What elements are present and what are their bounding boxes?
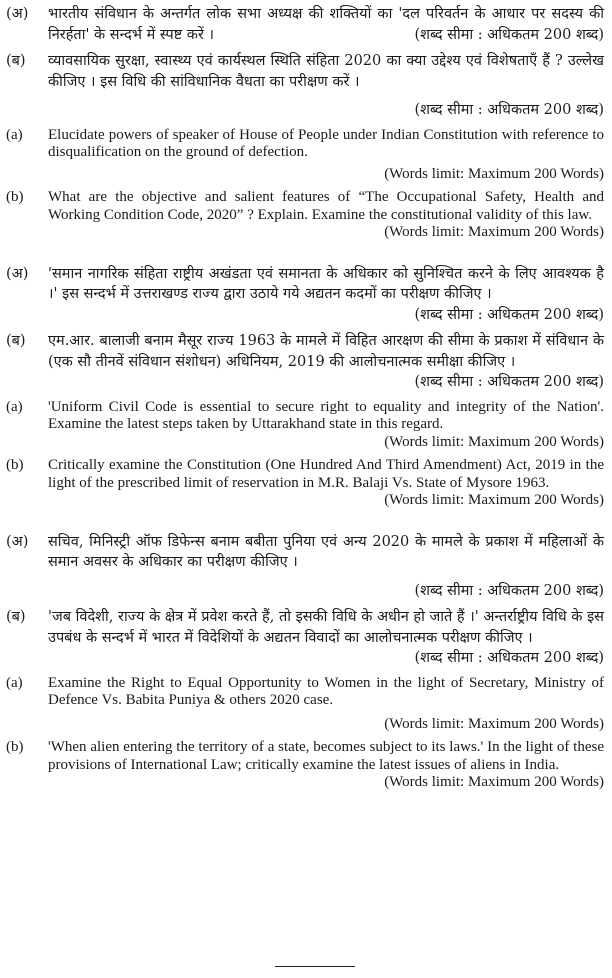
question-text: एम.आर. बालाजी बनाम मैसूर राज्य 1963 के मामले में विहित आरक्षण की सीमा के प्रकाश में संविधान के (एक सौ तीनवें संविधान संशोधन) अधिनियम, 2019 की आलोचनात्मक समीक्षा कीजिए । <box>48 333 604 370</box>
question-label: (अ) <box>6 265 29 282</box>
question-3-english-b <box>6 739 604 792</box>
end-divider <box>275 966 355 967</box>
question-1-english-b <box>6 189 604 242</box>
question-2-english-a <box>6 399 604 452</box>
question-text: 'समान नागरिक संहिता राष्ट्रीय अखंडता एवं समानता के अधिकार को सुनिश्चित करने के लिए आवश्यक है ।' इस सन्दर्भ में उत्तराखण्ड राज्य द्वारा उठाये गये अद्यतन कदमों का परीक्षण कीजिए । <box>48 265 604 302</box>
question-3-hindi-a <box>6 532 604 573</box>
question-1-hindi-a <box>6 4 604 45</box>
question-label: (a) <box>6 674 23 691</box>
question-text: 'When alien entering the territory of a state, becomes subject to its laws.' In the light of these provisions of International Law; critically examine the latest issues of aliens in India. <box>48 739 604 773</box>
question-3-english-a <box>6 675 604 710</box>
question-1-hindi-b <box>6 51 604 92</box>
word-limit: (शब्द सीमा : अधिकतम 200 शब्द) <box>414 306 604 323</box>
question-text: Examine the Right to Equal Opportunity to Women in the light of Secretary, Ministry of Defence Vs. Babita Puniya & others 2020 case. <box>48 674 604 708</box>
word-limit: (Words limit: Maximum 200 Words) <box>384 774 604 790</box>
word-limit: (शब्द सीमा : अधिकतम 200 शब्द) <box>414 26 604 43</box>
word-limit: (शब्द सीमा : अधिकतम 200 शब्द) <box>414 650 604 666</box>
question-text: Elucidate powers of speaker of House of People under Indian Constitution with reference to disqualification on the ground of defection. <box>48 126 604 160</box>
question-text: 'जब विदेशी, राज्य के क्षेत्र में प्रवेश करते हैं, तो इसकी विधि के अधीन हो जाते हैं ।' अन्तर्राष्ट्रीय विधि के इस उपबंध के सन्दर्भ में भारत में विदेशियों के अद्यतन विवादों का आलोचनात्मक परीक्षण कीजिए । <box>48 609 604 646</box>
word-limit: (शब्द सीमा : अधिकतम 200 शब्द) <box>414 582 604 599</box>
question-text: Critically examine the Constitution (One Hundred And Third Amendment) Act, 2019 in the light of the prescribed limit of reservation in M.R. Balaji Vs. State of Mysore 1963. <box>48 457 604 491</box>
question-2-english-b <box>6 457 604 510</box>
word-limit: (Words limit: Maximum 200 Words) <box>384 165 604 182</box>
question-label: (b) <box>6 457 24 473</box>
word-limit: (शब्द सीमा : अधिकतम 200 शब्द) <box>414 102 604 118</box>
question-text: 'Uniform Civil Code is essential to secure right to equality and integrity of the Nation'. Examine the latest steps taken by Uttarakhand state in this regard. <box>48 398 604 432</box>
question-label: (ब) <box>6 53 26 69</box>
question-3-hindi-b <box>6 607 604 669</box>
question-label: (a) <box>6 398 23 415</box>
question-label: (a) <box>6 126 23 143</box>
question-label: (ब) <box>6 333 26 349</box>
word-limit: (Words limit: Maximum 200 Words) <box>384 492 604 508</box>
word-limit: (शब्द सीमा : अधिकतम 200 शब्द) <box>414 374 604 390</box>
question-label: (b) <box>6 189 24 205</box>
question-label: (अ) <box>6 533 29 550</box>
word-limit: (Words limit: Maximum 200 Words) <box>384 224 604 240</box>
question-text: What are the objective and salient features of “The Occupational Safety, Health and Working Condition Code, 2020” ? Explain. Examine the constitutional validity of this law. <box>48 189 604 223</box>
question-text: भारतीय संविधान के अन्तर्गत लोक सभा अध्यक्ष की शक्तियों का 'दल परिवर्तन के आधार पर सदस्य की निरर्हता' के सन्दर्भ में स्पष्ट करें । <box>48 6 604 43</box>
word-limit: (Words limit: Maximum 200 Words) <box>384 433 604 450</box>
question-label: (b) <box>6 739 24 755</box>
question-2-hindi-a <box>6 264 604 326</box>
question-1-english-a <box>6 127 604 162</box>
question-label: (ब) <box>6 609 26 625</box>
question-text: सचिव, मिनिस्ट्री ऑफ डिफेन्स बनाम बबीता पुनिया एवं अन्य 2020 के मामले के प्रकाश में महिलाओं के समान अवसर के अधिकार का परीक्षण कीजिए । <box>48 533 604 570</box>
question-label: (अ) <box>6 6 29 22</box>
question-text: व्यावसायिक सुरक्षा, स्वास्थ्य एवं कार्यस्थल स्थिति संहिता 2020 का क्या उद्देश्य एवं विशेषताएँ हैं ? उल्लेख कीजिए । इस विधि की सांविधानिक वैधता का परीक्षण करें । <box>48 53 604 90</box>
question-2-hindi-b <box>6 331 604 393</box>
word-limit: (Words limit: Maximum 200 Words) <box>384 715 604 732</box>
